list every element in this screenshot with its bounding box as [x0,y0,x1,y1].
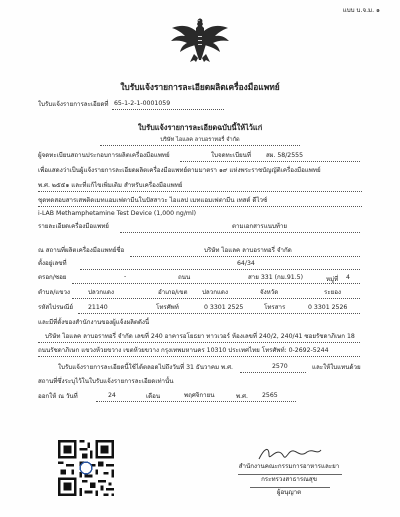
validity-year: 2570 [272,363,288,370]
para1-l4: ชุดทดสอบสารเสพติดเมทแอมเฟตามีนในปัสสาวะ ไอแลป เมทแอมเฟตามีน เทสต์ ดีไวซ์ [38,197,268,204]
para1-line4 [38,206,362,207]
para1-l1a: ผู้จดทะเบียนสถานประกอบการผลิตเครื่องมือแพทย์ [38,152,170,159]
moo-label: หมู่ที่ [326,276,339,283]
para1-l3: พ.ศ. ๒๕๕๑ และที่แก้ไขเพิ่มเติม สำหรับเครื่องมือแพทย์ [38,182,183,189]
issued-year: 2565 [262,392,278,399]
para1-l1b: ใบจดทะเบียนที่ [211,152,251,159]
company-name: บริษัท ไอแลค ลาบอราทอรี่ จำกัด [160,137,240,143]
subdistrict-label: ตำบล/แขวง [38,289,71,296]
road-value: สาย 331 (กม.91.5) [248,274,304,281]
validity-place: สถานที่ซึ่งระบุไว้ในใบรับแจ้งรายการละเอียดเท่านั้น [38,378,174,385]
para1-l1c: สผ. 58/2555 [266,152,304,159]
authority-org: สำนักงานคณะกรรมการอาหารและยา [238,463,340,470]
form-code: แบบ บ.จ.ม. ๑ [342,7,380,14]
ref-number: 65-1-2-1-0001059 [114,100,171,107]
document-title: ใบรับแจ้งรายการละเอียดผลิตเครื่องมือแพทย์ [120,82,280,92]
issued-month-label: เดือน [146,393,161,400]
district-value: ปลวกแดง [202,289,228,296]
para1-line3 [38,191,362,192]
garuda-emblem-icon [168,14,232,66]
signature-icon [255,443,325,465]
province-label: จังหวัด [260,289,279,296]
zip-line [78,313,360,314]
document-subtitle: ใบรับแจ้งรายการละเอียดฉบับนี้ให้ไว้แก่ [137,123,263,132]
site-label: ณ สถานที่ผลิตเครื่องมือแพทย์ชื่อ [38,247,125,254]
office-underline-1 [38,342,360,343]
office-underline-2 [38,356,360,357]
validity-text: ใบรับแจ้งรายการละเอียดนี้ใช้ได้ตลอดไปถึงวันที่ 31 ธันวาคม พ.ศ. [58,364,233,371]
authority-line-1 [238,474,342,475]
district-label: อำเภอ/เขต [158,289,188,296]
office-line-2: ถนนรัชดาภิเษก แขวงห้วยขวาง เขตห้วยขวาง กรุงเทพมหานคร 10310 ประเทศไทย โทรศัพท์: 0-2692-5244 [38,347,329,354]
issued-month: พฤศจิกายน [184,392,215,399]
moo-value: 4 [346,274,350,281]
alley-line [72,283,360,284]
site-address-label: ตั้งอยู่เลขที่ [38,260,67,267]
fax-value: 0 3301 2526 [308,304,348,311]
site-name-line [130,256,360,257]
detail-line [120,232,360,233]
validity-suffix: และให้ใบแทนด้วย [312,364,361,371]
tel-value: 0 3301 2525 [204,304,244,311]
issued-label: ออกให้ ณ วันที่ [38,393,78,400]
company-line [100,145,300,146]
subdistrict-value: ปลวกแดง [88,289,114,296]
authority-ministry: กระทรวงสาธารณสุข [261,476,317,483]
road-label: ถนน [178,274,191,281]
alley-value: - [124,273,127,280]
office-line-1: บริษัท ไอแลค ลาบอราทอรี่ จำกัด เลขที่ 240 อาคารอโยธยา ทาวเวอร์ ห้องเลขที่ 240/2, 240/41 ซอยรัชดาภิเษก 18 [45,333,355,340]
site-name: บริษัท ไอแลค ลาบอราทอรี่ จำกัด [204,247,292,254]
site-address-line [80,269,360,270]
issued-year-label: พ.ศ. [236,393,248,400]
fax-label: โทรสาร [264,304,286,311]
ref-label: ใบรับแจ้งรายการละเอียดที่ [38,101,109,108]
zip-label: รหัสไปรษณีย์ [38,304,73,311]
site-address: 64/34 [237,260,255,267]
qr-code-icon [58,440,114,496]
detail-value: ตามเอกสารแนบท้าย [232,223,288,230]
para1-l5: i-LAB Methamphetamine Test Device (1,000 ng/ml) [38,210,197,217]
zip-value: 21140 [88,304,108,311]
authority-line-2 [250,487,330,488]
issued-day: 24 [108,392,116,399]
detail-label: รายละเอียดเครื่องมือแพทย์ [38,223,109,230]
subdistrict-line [72,298,360,299]
issued-line [96,401,296,402]
para1-line1 [180,161,360,162]
office-heading: และมีที่ตั้งของสำนักงานของผู้แจ้งผลิตดังนี้ [38,319,150,326]
province-value: ระยอง [324,289,342,296]
tel-label: โทรศัพท์ [156,304,179,311]
para1-l2: เพื่อแสดงว่าเป็นผู้แจ้งรายการละเอียดผลิตเครื่องมือแพทย์ตามมาตรา ๑๙ แห่งพระราชบัญญัติเครื่องมือแพทย์ [38,167,321,174]
validity-year-line [240,372,306,373]
ref-line [112,109,224,110]
authority-role: ผู้อนุญาต [276,489,302,496]
alley-label: ตรอก/ซอย [38,274,67,281]
